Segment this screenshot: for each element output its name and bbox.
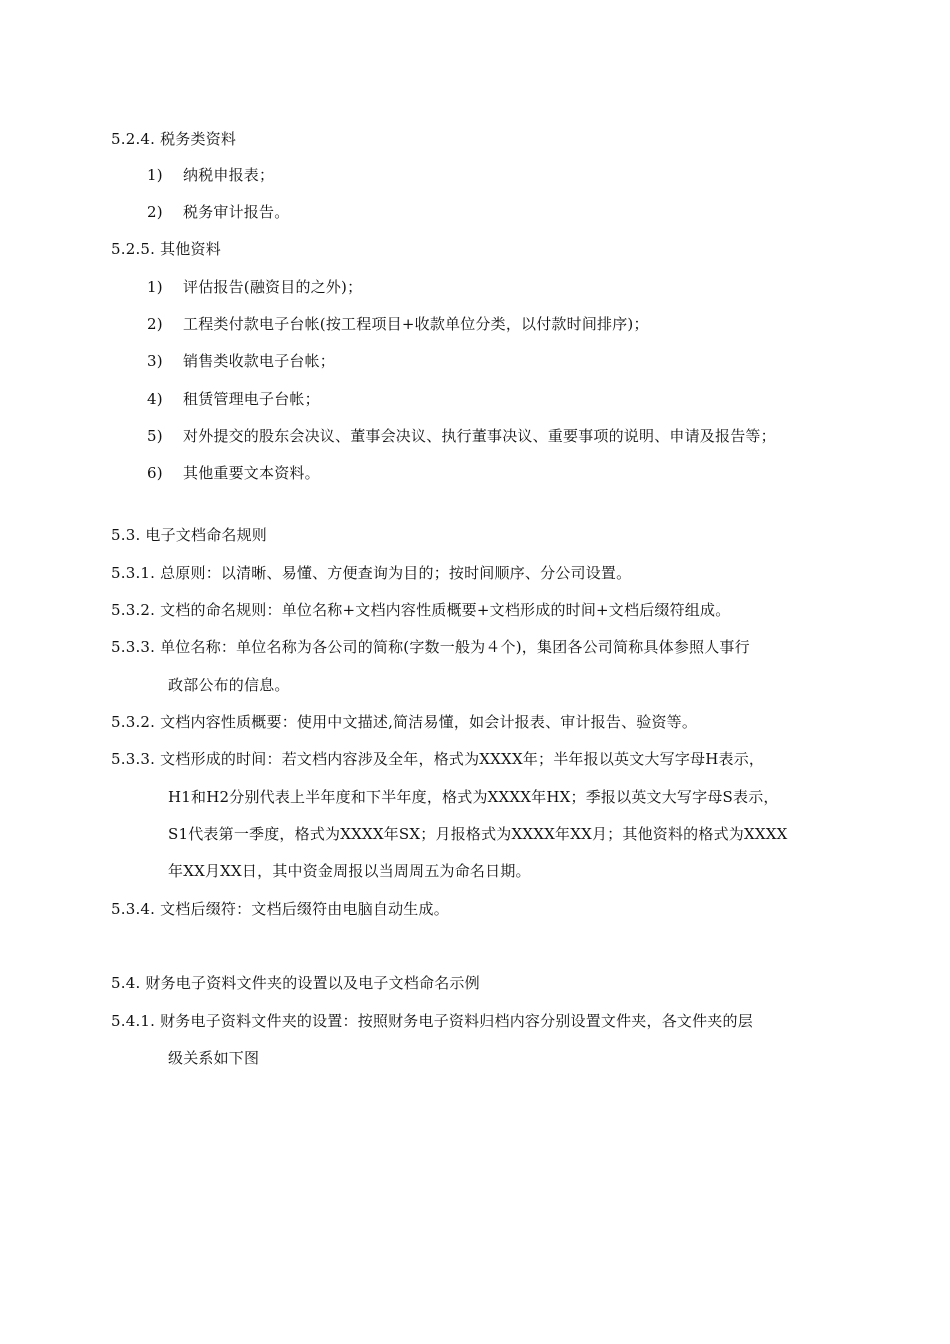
list-item-text: 其他重要文本资料。 — [183, 464, 320, 482]
list-item-text: 评估报告(融资目的之外)； — [183, 278, 363, 296]
list-item-text: 纳税申报表； — [183, 166, 275, 184]
paragraph-5-3-3-line: 政部公布的信息。 — [168, 676, 290, 694]
list-item — [147, 351, 335, 371]
list-item-text: 对外提交的股东会决议、董事会决议、执行董事决议、重要事项的说明、申请及报告等； — [183, 427, 776, 445]
list-item — [147, 165, 274, 185]
paragraph-5-3-1: 5.3.1. 总原则：以清晰、易懂、方便查询为目的；按时间顺序、分公司设置。 — [111, 564, 632, 582]
section-5-3-heading: 5.3. 电子文档命名规则 — [111, 526, 267, 544]
list-item-number: 6) — [147, 464, 163, 482]
paragraph-5-3-2: 5.3.2. 文档的命名规则：单位名称+文档内容性质概要+文档形成的时间+文档后缀符组成。 — [111, 601, 731, 619]
list-item — [147, 389, 320, 409]
list-item-number: 4) — [147, 390, 163, 408]
paragraph-5-4-1-line: 5.4.1. 财务电子资料文件夹的设置：按照财务电子资料归档内容分别设置文件夹，各文件夹的层 — [111, 1012, 753, 1030]
paragraph-5-3-3-line: 5.3.3. 单位名称：单位名称为各公司的简称(字数一般为４个)，集团各公司简称具体参照人事行 — [111, 638, 750, 656]
paragraph-5-3-2b: 5.3.2. 文档内容性质概要：使用中文描述,简洁易懂，如会计报表、审计报告、验资等。 — [111, 713, 698, 731]
list-item-text: 税务审计报告。 — [183, 203, 290, 221]
list-item — [147, 202, 289, 222]
section-5-4-heading: 5.4. 财务电子资料文件夹的设置以及电子文档命名示例 — [111, 974, 480, 992]
list-item-text: 工程类付款电子台帐(按工程项目+收款单位分类，以付款时间排序)； — [183, 315, 649, 333]
list-item — [147, 277, 362, 297]
paragraph-5-3-4: 5.3.4. 文档后缀符：文档后缀符由电脑自动生成。 — [111, 900, 449, 918]
list-item — [147, 463, 320, 483]
list-item-number: 1) — [147, 278, 163, 296]
list-item-number: 3) — [147, 352, 163, 370]
section-5-2-5-heading: 5.2.5. 其他资料 — [111, 240, 221, 258]
paragraph-5-3-3b-line: S1代表第一季度，格式为XXXX年SX；月报格式为XXXX年XX月；其他资料的格式为XXXX — [168, 825, 788, 843]
list-item-text: 租赁管理电子台帐； — [183, 390, 320, 408]
list-item-number: 5) — [147, 427, 163, 445]
list-item-number: 2) — [147, 315, 163, 333]
paragraph-5-3-3b-line: H1和H2分别代表上半年度和下半年度，格式为XXXX年HX；季报以英文大写字母S表示， — [168, 788, 779, 806]
list-item — [147, 426, 776, 446]
list-item-number: 1) — [147, 166, 163, 184]
list-item — [147, 314, 649, 334]
paragraph-5-3-3b-line: 年XX月XX日，其中资金周报以当周周五为命名日期。 — [168, 862, 531, 880]
paragraph-5-4-1-line: 级关系如下图 — [168, 1049, 260, 1067]
list-item-number: 2) — [147, 203, 163, 221]
list-item-text: 销售类收款电子台帐； — [183, 352, 336, 370]
section-5-2-4-heading: 5.2.4. 税务类资料 — [111, 130, 237, 148]
paragraph-5-3-3b-line: 5.3.3. 文档形成的时间：若文档内容涉及全年，格式为XXXX年；半年报以英文大写字母H表示， — [111, 750, 765, 768]
